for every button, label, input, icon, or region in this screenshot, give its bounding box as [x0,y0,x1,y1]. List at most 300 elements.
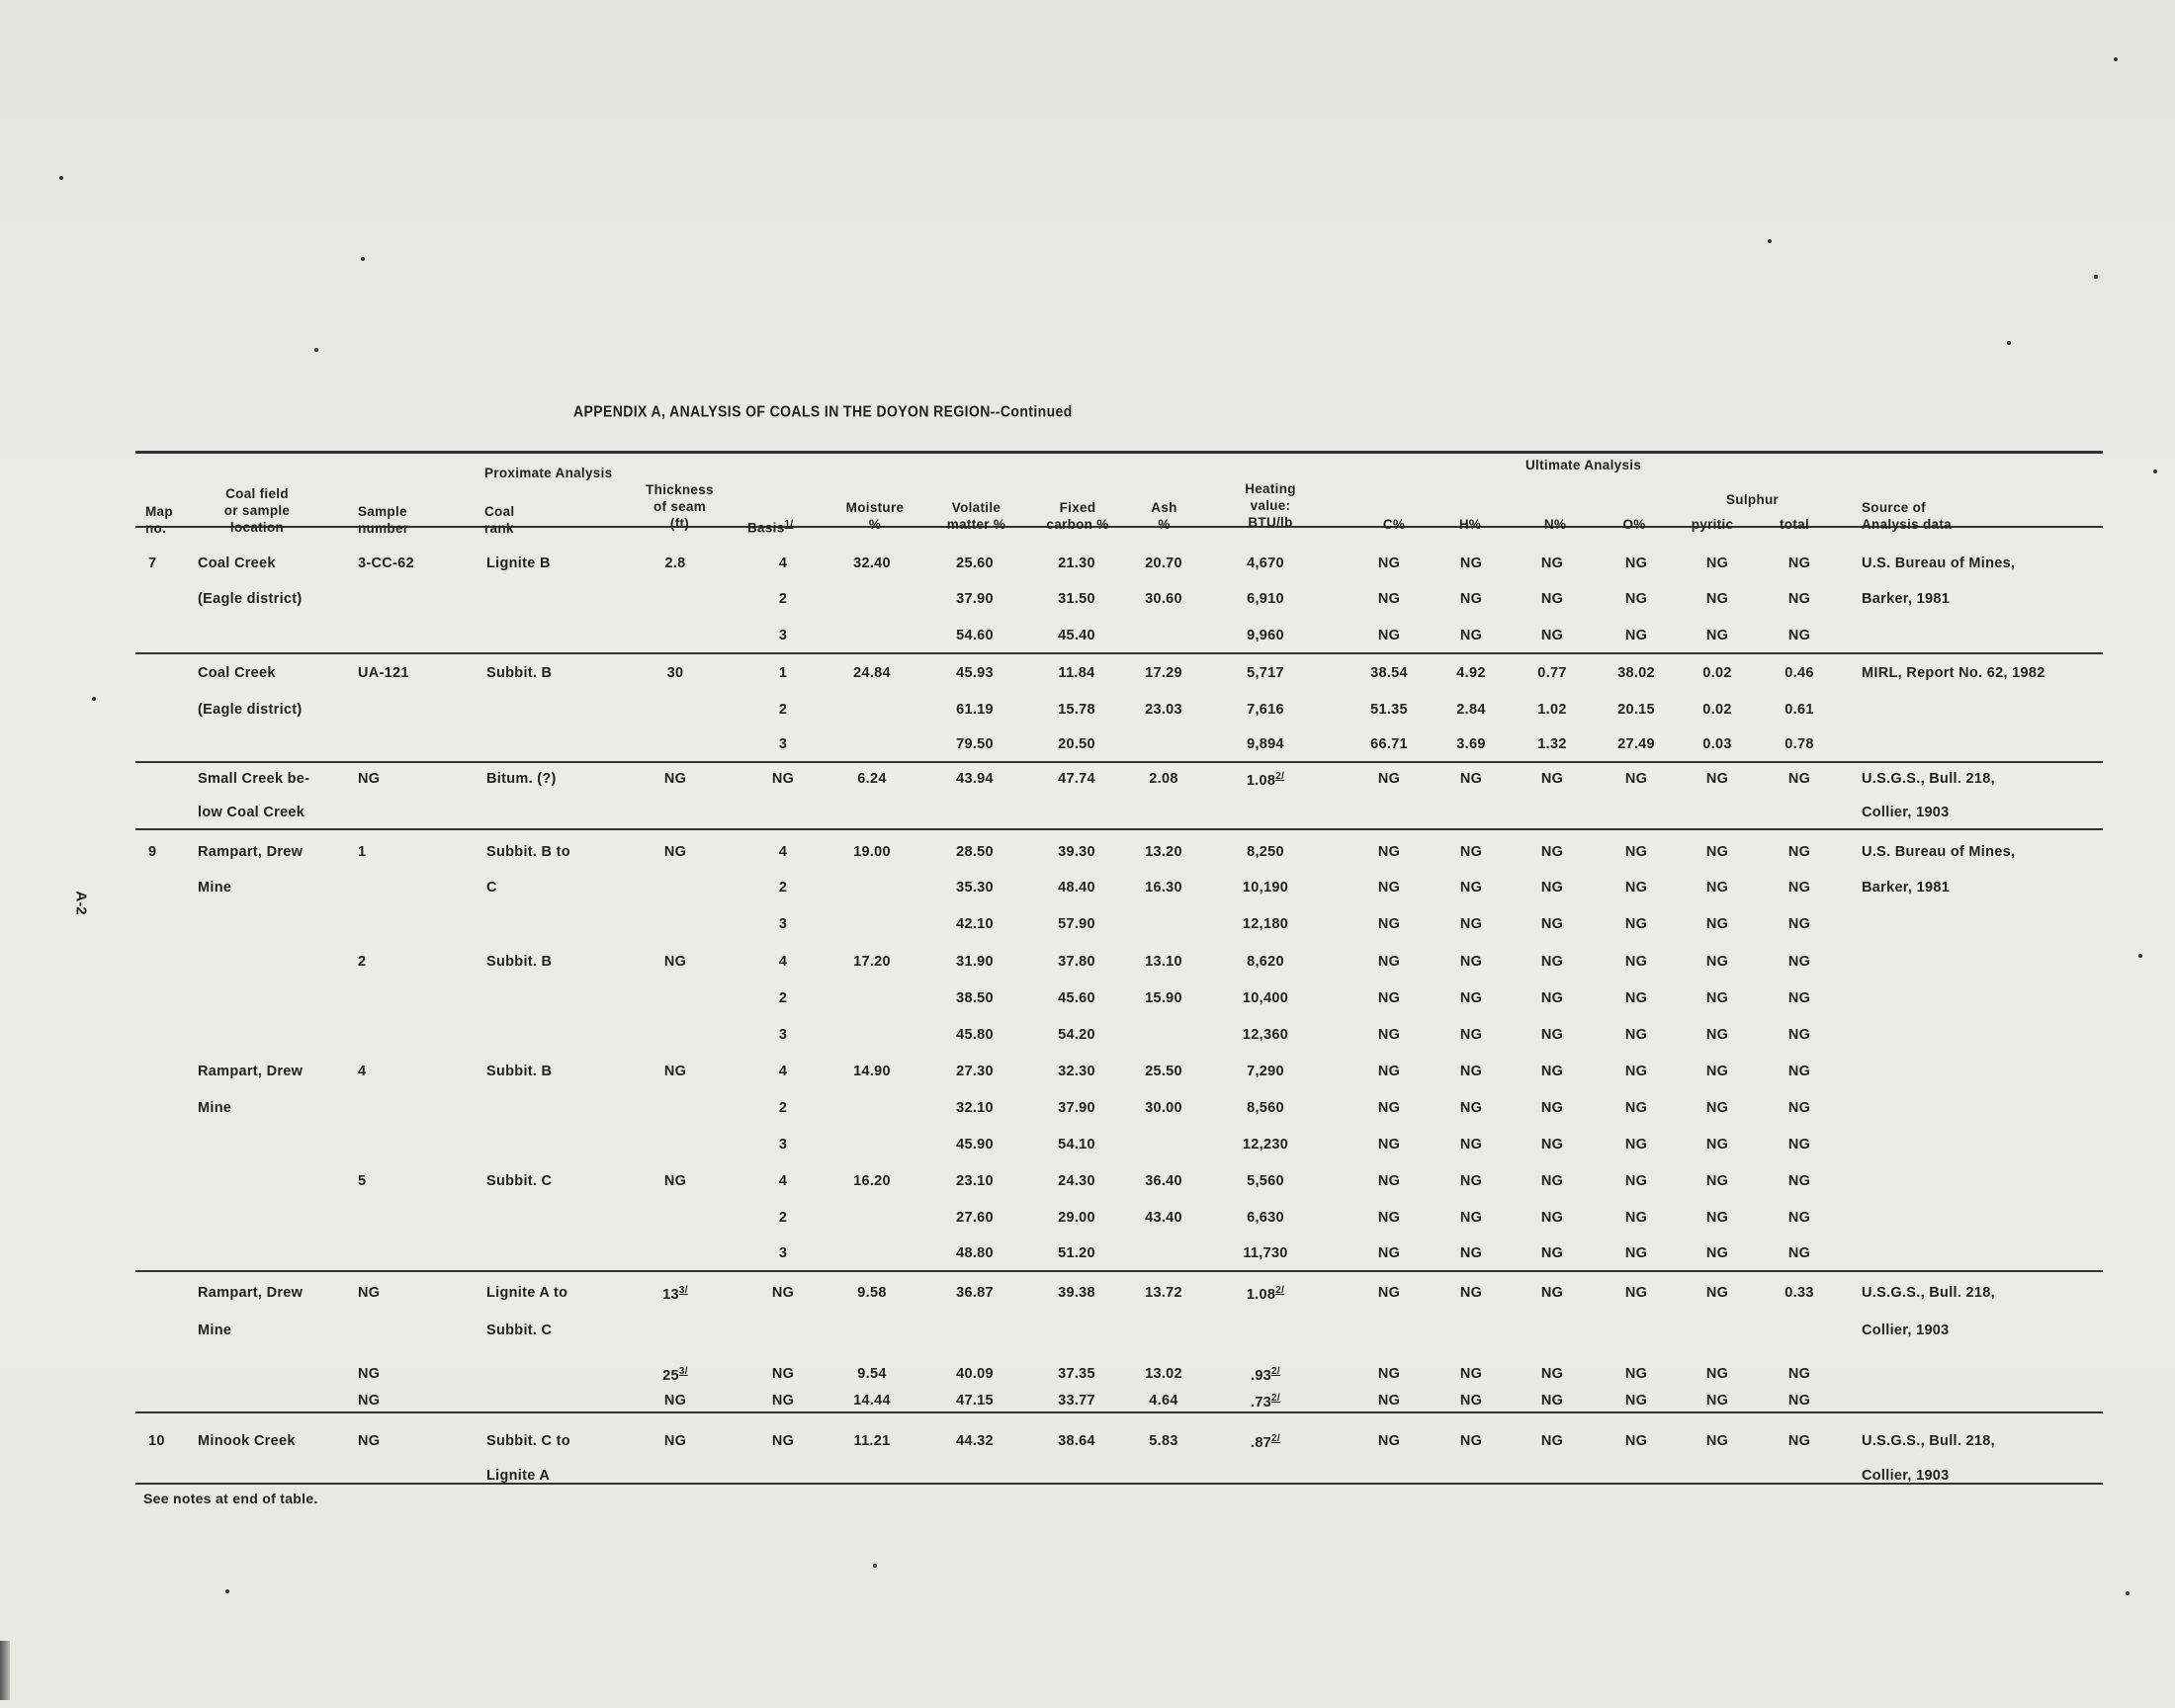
cell-n [1541,880,1563,896]
cell-sample-value: NG [358,771,381,787]
cell-o [1625,555,1647,571]
cell-volatile [956,665,994,681]
cell-h-value: NG [1459,591,1483,607]
cell-thickness-value: NG [663,1173,687,1189]
cell-volatile [956,1433,994,1449]
cell-source [1862,1433,1995,1449]
cell-fixed-carbon [1058,1100,1095,1116]
cell-thickness-footnote-ref: 3/ [678,1285,688,1296]
cell-source [1862,665,2045,681]
cell-pyritic [1706,1433,1728,1449]
cell-n [1541,1173,1563,1189]
cell-h [1460,880,1482,896]
cell-location [198,591,303,607]
cell-moisture [857,1366,886,1382]
header-h: H% [1458,517,1482,532]
header-volatile: Volatile matter % [946,500,1006,532]
cell-basis-value: 3 [778,916,788,932]
cell-n [1541,954,1563,970]
cell-volatile [956,1137,994,1153]
cell-total [1788,771,1810,787]
cell-c [1378,591,1400,607]
cell-o [1625,916,1647,932]
cell-location [198,880,231,896]
cell-h-value: NG [1459,1285,1483,1301]
scan-speck [2094,275,2098,279]
cell-ash-value: 17.29 [1145,665,1182,681]
cell-pyritic [1702,702,1731,718]
cell-h-value: NG [1459,555,1483,571]
cell-total-value: NG [1787,555,1811,571]
cell-rank-value: Subbit. C to [486,1433,570,1449]
cell-fixed-carbon [1058,1285,1095,1301]
cell-c-value: NG [1377,628,1401,643]
cell-ash [1145,954,1182,970]
cell-rank [486,1064,552,1079]
cell-pyritic-value: NG [1705,844,1729,860]
cell-h-value: NG [1459,1137,1483,1153]
cell-thickness [664,844,686,860]
cell-fixed-carbon [1058,1433,1095,1449]
cell-total [1788,1137,1810,1153]
cell-thickness [664,771,686,787]
cell-thickness-value: 30 [666,665,684,681]
cell-volatile [956,555,994,571]
cell-fixed-carbon-value: 45.60 [1058,990,1095,1006]
cell-thickness [664,1433,686,1449]
cell-n [1541,1027,1563,1043]
cell-h-value: NG [1459,990,1483,1006]
cell-pyritic-value: NG [1705,916,1729,932]
cell-heating [1247,1064,1284,1079]
header-thickness: Thickness of seam (ft) [646,482,714,531]
header-o: O% [1622,517,1646,532]
cell-fixed-carbon [1058,1210,1095,1226]
cell-total-value: 0.33 [1784,1285,1814,1301]
cell-volatile [956,916,994,932]
cell-pyritic-value: NG [1705,1137,1729,1153]
cell-h [1460,1027,1482,1043]
header-source: Source of Analysis data [1862,500,1952,532]
cell-basis [779,591,787,607]
cell-o-value: 27.49 [1617,736,1655,752]
cell-pyritic [1706,591,1728,607]
cell-source [1862,771,1995,787]
cell-ash [1145,990,1182,1006]
cell-moisture-value: 16.20 [853,1173,891,1189]
cell-n [1541,1100,1563,1116]
cell-thickness [662,1285,688,1303]
cell-n-value: NG [1540,1064,1564,1079]
cell-n [1541,990,1563,1006]
cell-o-value: NG [1624,916,1648,932]
cell-pyritic-value: 0.02 [1702,665,1732,681]
cell-fixed-carbon [1058,1366,1095,1382]
cell-pyritic [1706,1366,1728,1382]
cell-pyritic [1706,916,1728,932]
cell-location-value: Small Creek be- [198,771,310,787]
cell-pyritic-value: NG [1705,591,1729,607]
cell-heating-value: 4,670 [1247,555,1284,571]
sulphur-heading: Sulphur [1726,492,1780,507]
cell-map-no [148,1433,165,1449]
cell-rank-value: Subbit. B [486,1064,553,1079]
cell-sample-value: NG [358,1433,381,1449]
cell-n [1541,1285,1563,1301]
cell-h [1460,1366,1482,1382]
cell-heating [1247,628,1284,643]
cell-ash [1145,702,1182,718]
cell-c [1378,1210,1400,1226]
cell-n [1541,1210,1563,1226]
cell-source [1862,1323,1950,1338]
cell-total [1788,1100,1810,1116]
cell-fixed-carbon-value: 20.50 [1058,736,1095,752]
cell-ash-value: 2.08 [1149,771,1178,787]
cell-fixed-carbon [1058,1137,1095,1153]
scan-speck [2138,954,2142,958]
table-top-rule [135,451,2103,454]
cell-h [1456,665,1485,681]
cell-o-value: NG [1624,1393,1648,1409]
cell-location-value: Mine [198,880,232,896]
cell-total-value: NG [1787,628,1811,643]
cell-ash [1149,1393,1177,1409]
cell-h-value: NG [1459,916,1483,932]
cell-thickness [664,1173,686,1189]
cell-sample [358,1433,380,1449]
cell-basis [779,916,787,932]
cell-ash-value: 30.60 [1145,591,1182,607]
cell-location [198,1433,296,1449]
cell-basis-value: 2 [778,880,788,896]
cell-fixed-carbon [1059,665,1095,681]
cell-basis-value: 4 [778,1064,788,1079]
cell-fixed-carbon [1058,591,1095,607]
cell-volatile [956,736,994,752]
cell-volatile-value: 28.50 [956,844,994,860]
cell-c [1378,1100,1400,1116]
cell-ash-value: 36.40 [1145,1173,1182,1189]
cell-thickness-value: NG [663,1433,687,1449]
cell-basis-value: NG [771,1366,795,1382]
cell-n [1537,736,1566,752]
cell-heating [1247,954,1284,970]
cell-c-value: NG [1377,954,1401,970]
cell-pyritic-value: NG [1705,771,1729,787]
cell-total-value: NG [1787,1245,1811,1261]
header-sample: Sample number [358,504,409,536]
cell-h-value: NG [1459,628,1483,643]
cell-sample [358,954,366,970]
cell-h [1460,591,1482,607]
cell-location-value: Coal Creek [198,555,276,571]
cell-c-value: NG [1377,555,1401,571]
cell-h-value: NG [1459,1393,1483,1409]
cell-o [1625,844,1647,860]
cell-fixed-carbon-value: 57.90 [1058,916,1095,932]
cell-fixed-carbon [1058,1245,1095,1261]
cell-basis [772,1433,794,1449]
cell-location-value: Coal Creek [198,665,276,681]
cell-total-value: 0.78 [1784,736,1814,752]
cell-pyritic [1706,990,1728,1006]
cell-n-value: NG [1540,916,1564,932]
cell-pyritic-value: 0.03 [1702,736,1732,752]
cell-o [1625,954,1647,970]
cell-c [1378,954,1400,970]
cell-location [198,702,303,718]
cell-location [198,844,303,860]
cell-o-value: NG [1624,844,1648,860]
cell-n [1541,1064,1563,1079]
cell-ash [1149,1433,1177,1449]
cell-h [1456,736,1485,752]
cell-volatile-value: 45.90 [956,1137,994,1153]
cell-heating-value: 1.08 [1246,772,1276,789]
cell-total-value: NG [1787,880,1811,896]
cell-o [1625,1137,1647,1153]
cell-c-value: NG [1377,1100,1401,1116]
cell-rank-value: Lignite A to [486,1285,568,1301]
cell-sample [358,1366,380,1382]
cell-total [1788,591,1810,607]
cell-total-value: NG [1787,1210,1811,1226]
cell-ash [1145,1100,1182,1116]
scan-speck [361,257,365,261]
cell-total [1788,628,1810,643]
cell-o [1625,880,1647,896]
cell-o-value: NG [1624,1064,1648,1079]
cell-basis [779,665,787,681]
cell-c [1370,736,1408,752]
cell-basis [779,736,787,752]
cell-c-value: NG [1377,1064,1401,1079]
cell-n [1541,916,1563,932]
cell-pyritic-value: NG [1705,954,1729,970]
proximate-analysis-heading: Proximate Analysis [484,466,613,480]
cell-n [1541,1245,1563,1261]
cell-total-value: 0.61 [1784,702,1814,718]
cell-total-value: NG [1787,1137,1811,1153]
cell-volatile-value: 45.93 [956,665,994,681]
cell-pyritic-value: NG [1705,1210,1729,1226]
cell-o [1617,665,1655,681]
cell-o [1617,702,1655,718]
cell-total-value: NG [1787,1393,1811,1409]
header-n: N% [1543,517,1567,532]
cell-c [1378,1433,1400,1449]
ultimate-analysis-heading: Ultimate Analysis [1525,458,1642,472]
cell-h-value: NG [1459,880,1483,896]
cell-volatile-value: 61.19 [956,702,994,718]
cell-heating [1247,702,1284,718]
cell-sample-value: UA-121 [358,665,409,681]
cell-source-value: Barker, 1981 [1862,880,1951,896]
cell-volatile [956,628,994,643]
cell-sample-value: 2 [358,954,367,970]
cell-ash-value: 23.03 [1145,702,1182,718]
cell-o [1625,1027,1647,1043]
cell-basis-value: 3 [778,1027,788,1043]
cell-fixed-carbon [1058,1064,1095,1079]
cell-volatile-value: 27.60 [956,1210,994,1226]
cell-heating-value: .87 [1250,1434,1272,1451]
cell-o [1625,990,1647,1006]
cell-pyritic-value: NG [1705,555,1729,571]
cell-total [1788,1210,1810,1226]
cell-source [1862,1285,1995,1301]
cell-basis-value: 4 [778,555,788,571]
cell-volatile-value: 38.50 [956,990,994,1006]
cell-sample [358,1285,380,1301]
cell-h [1460,1137,1482,1153]
cell-n [1541,1433,1563,1449]
cell-c [1378,844,1400,860]
cell-sample-value: NG [358,1393,381,1409]
group-rule-1 [135,652,2103,654]
cell-heating [1243,1027,1288,1043]
cell-heating [1251,1393,1280,1410]
cell-volatile [956,844,994,860]
cell-h-value: NG [1459,1433,1483,1449]
cell-total-value: NG [1787,1173,1811,1189]
cell-moisture-value: 6.24 [857,771,887,787]
cell-pyritic-value: NG [1705,628,1729,643]
cell-source-value: MIRL, Report No. 62, 1982 [1862,665,2045,681]
cell-total-value: NG [1787,990,1811,1006]
cell-fixed-carbon [1058,990,1095,1006]
cell-total-value: NG [1787,844,1811,860]
cell-volatile [956,1100,994,1116]
cell-map-no [148,844,156,860]
cell-basis [772,771,794,787]
cell-fixed-carbon-value: 48.40 [1058,880,1095,896]
cell-pyritic [1706,1173,1728,1189]
cell-o-value: NG [1624,1285,1648,1301]
cell-n-value: NG [1540,1137,1564,1153]
cell-volatile-value: 47.15 [956,1393,994,1409]
cell-source-value: U.S. Bureau of Mines, [1862,555,2016,571]
cell-h-value: NG [1459,1173,1483,1189]
cell-basis-value: 2 [778,702,788,718]
cell-heating-value: 10,190 [1242,880,1289,896]
cell-ash-value: 13.02 [1145,1366,1182,1382]
cell-basis-value: 3 [778,1137,788,1153]
cell-c-value: NG [1377,1433,1401,1449]
cell-n [1541,844,1563,860]
cell-fixed-carbon-value: 51.20 [1058,1245,1095,1261]
cell-moisture-value: 9.58 [857,1285,887,1301]
cell-fixed-carbon-value: 15.78 [1058,702,1095,718]
cell-sample-value: NG [358,1285,381,1301]
cell-n-value: NG [1540,1433,1564,1449]
cell-basis [779,1137,787,1153]
cell-n [1541,628,1563,643]
cell-source-value: U.S. Bureau of Mines, [1862,844,2016,860]
cell-rank-value: Lignite A [486,1468,551,1484]
cell-volatile [956,771,994,787]
header-map-no: Map no. [145,504,173,536]
cell-source [1862,805,1950,820]
cell-ash [1145,665,1182,681]
cell-o-value: NG [1624,1433,1648,1449]
cell-c-value: NG [1377,1173,1401,1189]
cell-rank [486,1468,550,1484]
cell-source-value: Collier, 1903 [1862,1323,1950,1338]
scan-speck [92,697,96,701]
cell-o-value: NG [1624,1245,1648,1261]
cell-volatile-value: 79.50 [956,736,994,752]
page-title: APPENDIX A, ANALYSIS OF COALS IN THE DOYON REGION--Continued [573,401,1073,421]
cell-ash [1149,771,1177,787]
cell-total-value: NG [1787,954,1811,970]
header-heating: Heating value: BTU/lb [1245,481,1296,530]
cell-pyritic-value: NG [1705,1173,1729,1189]
cell-sample [358,665,409,681]
cell-c-value: 38.54 [1370,665,1408,681]
cell-basis-value: 2 [778,990,788,1006]
cell-volatile-value: 32.10 [956,1100,994,1116]
cell-h [1456,702,1485,718]
cell-basis-value: 4 [778,954,788,970]
cell-h-value: NG [1459,1027,1483,1043]
cell-volatile-value: 36.87 [956,1285,994,1301]
cell-pyritic [1706,1137,1728,1153]
cell-rank-value: Subbit. B [486,665,553,681]
cell-moisture-value: 32.40 [853,555,891,571]
cell-fixed-carbon [1058,771,1095,787]
header-location: Coal field or sample location [223,486,291,535]
cell-thickness-value: 2.8 [664,555,686,571]
cell-total [1788,916,1810,932]
cell-pyritic-value: NG [1705,1245,1729,1261]
cell-pyritic [1706,1100,1728,1116]
cell-location [198,805,304,820]
cell-fixed-carbon [1058,880,1095,896]
cell-volatile-value: 27.30 [956,1064,994,1079]
cell-moisture [853,954,891,970]
cell-basis [772,1393,794,1409]
cell-volatile-value: 40.09 [956,1366,994,1382]
cell-heating [1247,736,1284,752]
cell-heating-value: .93 [1250,1367,1272,1384]
cell-total [1788,844,1810,860]
cell-thickness [667,665,684,681]
scan-speck [2114,57,2118,61]
cell-ash [1145,1285,1182,1301]
cell-c [1370,665,1408,681]
cell-basis-value: NG [771,1285,795,1301]
cell-total-value: 0.46 [1784,665,1814,681]
cell-volatile-value: 45.80 [956,1027,994,1043]
cell-n-value: NG [1540,591,1564,607]
cell-fixed-carbon [1058,736,1095,752]
cell-o-value: 38.02 [1617,665,1655,681]
group-rule-4 [135,1270,2103,1272]
cell-heating-value: 7,616 [1247,702,1284,718]
cell-volatile-value: 31.90 [956,954,994,970]
cell-n-value: NG [1540,1245,1564,1261]
cell-heating-value: 8,250 [1247,844,1284,860]
cell-o [1625,1245,1647,1261]
cell-o-value: NG [1624,880,1648,896]
cell-h-value: NG [1459,771,1483,787]
cell-rank [486,954,552,970]
cell-ash [1145,1064,1182,1079]
cell-basis [779,880,787,896]
cell-moisture [853,1173,891,1189]
